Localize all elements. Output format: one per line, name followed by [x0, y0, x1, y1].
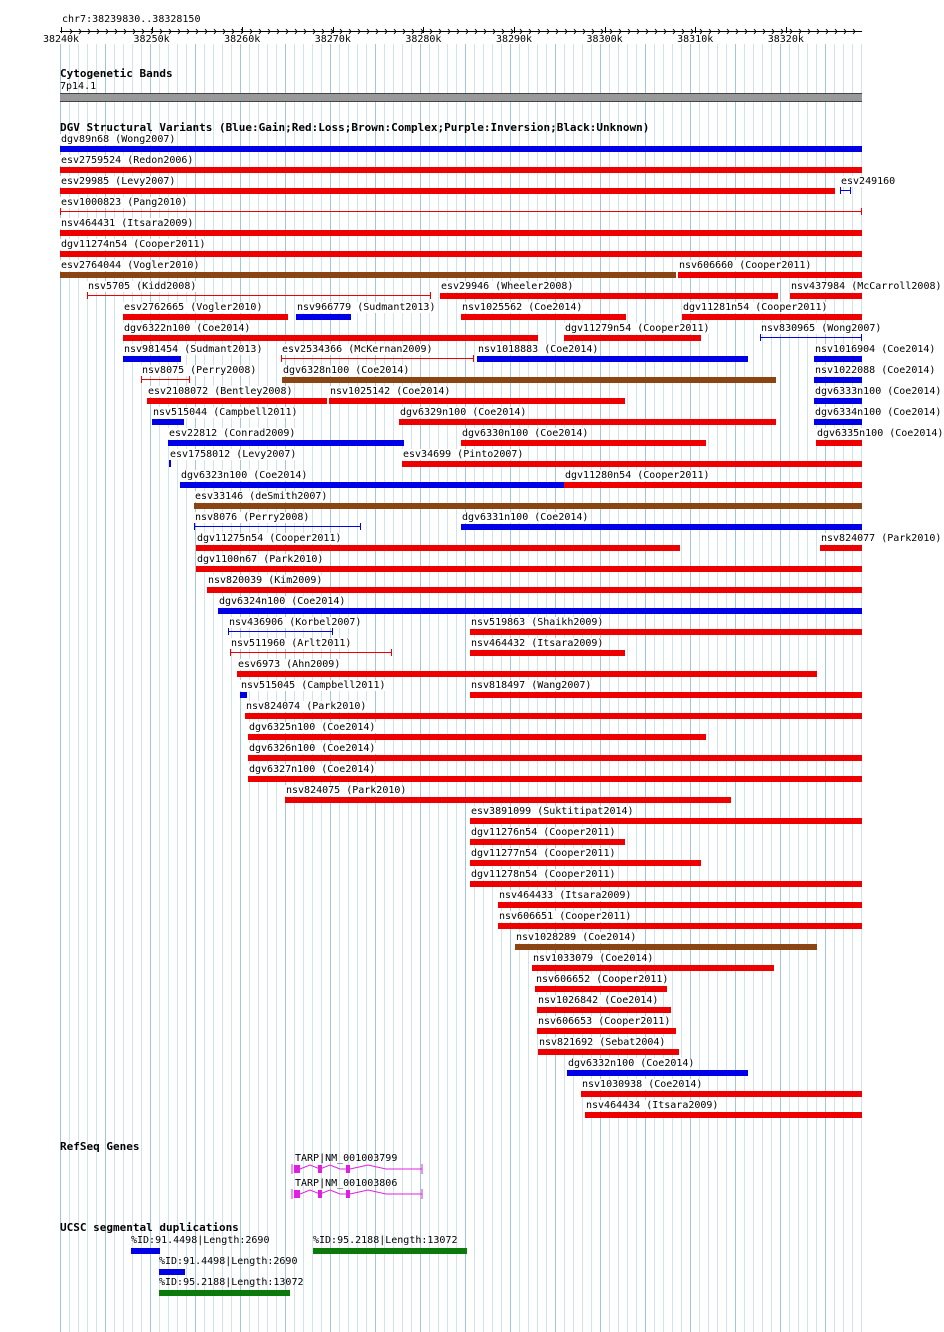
sv-feature-cap	[230, 649, 231, 656]
sv-feature-bar[interactable]	[123, 356, 181, 362]
sv-feature-line[interactable]	[194, 526, 361, 527]
sv-feature-bar[interactable]	[470, 650, 625, 656]
sv-label[interactable]: nsv1022088 (Coe2014)	[815, 365, 936, 376]
sv-label[interactable]: dgv11276n54 (Cooper2011)	[471, 827, 616, 838]
sv-label[interactable]: esv2762665 (Vogler2010)	[124, 302, 263, 313]
sv-feature-bar[interactable]	[470, 818, 862, 824]
sv-feature-bar[interactable]	[564, 335, 701, 341]
sv-feature-bar[interactable]	[402, 461, 862, 467]
segdup-bar[interactable]	[313, 1248, 467, 1254]
sv-feature-bar[interactable]	[581, 1091, 862, 1097]
sv-feature-bar[interactable]	[123, 335, 538, 341]
sv-feature-cap	[332, 628, 333, 635]
sv-feature-line[interactable]	[228, 631, 333, 632]
sv-label[interactable]: nsv464434 (Itsara2009)	[586, 1100, 719, 1111]
sv-feature-bar[interactable]	[207, 587, 862, 593]
sv-feature-bar[interactable]	[282, 377, 776, 383]
sv-feature-bar[interactable]	[537, 1007, 671, 1013]
sv-label[interactable]: dgv1100n67 (Park2010)	[197, 554, 324, 565]
sv-feature-cap	[170, 460, 171, 467]
sv-label[interactable]: dgv11279n54 (Cooper2011)	[565, 323, 710, 334]
sv-feature-bar[interactable]	[296, 314, 351, 320]
sv-label[interactable]: dgv6326n100 (Coe2014)	[249, 743, 376, 754]
cytoband-track-title: Cytogenetic Bands	[60, 67, 173, 80]
sv-label[interactable]: esv2534366 (McKernan2009)	[282, 344, 433, 355]
sv-label[interactable]: nsv824075 (Park2010)	[286, 785, 407, 796]
sv-label[interactable]: esv1758012 (Levy2007)	[170, 449, 297, 460]
sv-feature-bar[interactable]	[196, 566, 862, 572]
sv-feature-bar[interactable]	[196, 545, 680, 551]
sv-feature-line[interactable]	[141, 379, 190, 380]
sv-label[interactable]: dgv11277n54 (Cooper2011)	[471, 848, 616, 859]
sv-label[interactable]: dgv6335n100 (Coe2014)	[817, 428, 944, 439]
sv-label[interactable]: esv33146 (deSmith2007)	[195, 491, 328, 502]
gene-model[interactable]	[288, 1163, 428, 1175]
sv-feature-bar[interactable]	[814, 419, 862, 425]
sv-feature-bar[interactable]	[60, 230, 862, 236]
sv-feature-bar[interactable]	[678, 272, 862, 278]
sv-feature-bar[interactable]	[60, 272, 676, 278]
sv-feature-cap	[360, 523, 361, 530]
sv-label[interactable]: nsv464432 (Itsara2009)	[471, 638, 604, 649]
sv-label[interactable]: dgv11278n54 (Cooper2011)	[471, 869, 616, 880]
sv-label[interactable]: dgv11281n54 (Cooper2011)	[683, 302, 828, 313]
ruler-tick-label: 38250k	[133, 34, 170, 45]
sv-label[interactable]: dgv11275n54 (Cooper2011)	[197, 533, 342, 544]
sv-feature-bar[interactable]	[461, 314, 626, 320]
sv-label[interactable]: dgv11274n54 (Cooper2011)	[61, 239, 206, 250]
segdup-label: %ID:91.4498|Length:2690	[131, 1235, 270, 1246]
sv-label[interactable]: esv6973 (Ahn2009)	[238, 659, 341, 670]
sv-feature-bar[interactable]	[820, 545, 862, 551]
sv-feature-cap	[60, 208, 61, 215]
sv-feature-line[interactable]	[60, 211, 862, 212]
segdup-bar[interactable]	[159, 1269, 185, 1275]
sv-label[interactable]: nsv511960 (Arlt2011)	[231, 638, 352, 649]
sv-label[interactable]: dgv6328n100 (Coe2014)	[283, 365, 410, 376]
sv-feature-bar[interactable]	[814, 377, 862, 383]
sv-label[interactable]: esv2759524 (Redon2006)	[61, 155, 194, 166]
sv-feature-bar[interactable]	[440, 293, 778, 299]
sv-feature-cap	[228, 628, 229, 635]
sv-feature-bar[interactable]	[470, 629, 862, 635]
sv-label[interactable]: nsv436906 (Korbel2007)	[229, 617, 362, 628]
sv-feature-cap	[850, 187, 851, 194]
sv-feature-bar[interactable]	[194, 503, 862, 509]
ruler-tickmark	[786, 27, 787, 33]
ruler-tickmark	[514, 27, 515, 33]
sv-feature-cap	[760, 334, 761, 341]
ruler-tick-label: 38280k	[405, 34, 442, 45]
sv-label[interactable]: esv22812 (Conrad2009)	[169, 428, 296, 439]
sv-label[interactable]: nsv830965 (Wong2007)	[761, 323, 882, 334]
ruler-tickmark	[242, 27, 243, 33]
sv-feature-cap	[861, 334, 862, 341]
sv-feature-cap	[391, 649, 392, 656]
dgv-track-title: DGV Structural Variants (Blue:Gain;Red:Loss;Brown:Complex;Purple:Inversion;Black:Unknown)	[60, 121, 650, 134]
cytoband-bar[interactable]	[60, 93, 862, 102]
sv-feature-bar[interactable]	[248, 734, 706, 740]
sv-feature-bar[interactable]	[682, 314, 862, 320]
sv-label[interactable]: dgv89n68 (Wong2007)	[61, 134, 176, 145]
sv-feature-bar[interactable]	[168, 440, 404, 446]
sv-label[interactable]: dgv6327n100 (Coe2014)	[249, 764, 376, 775]
sv-label[interactable]: nsv437984 (McCarroll2008)	[791, 281, 942, 292]
segdup-bar[interactable]	[131, 1248, 160, 1254]
sv-label[interactable]: nsv824074 (Park2010)	[246, 701, 367, 712]
sv-feature-bar[interactable]	[60, 251, 862, 257]
sv-feature-bar[interactable]	[790, 293, 862, 299]
sv-label[interactable]: nsv464433 (Itsara2009)	[499, 890, 632, 901]
sv-feature-bar[interactable]	[537, 1028, 676, 1034]
sv-label[interactable]: dgv6331n100 (Coe2014)	[462, 512, 589, 523]
sv-feature-bar[interactable]	[816, 440, 862, 446]
gene-label[interactable]: TARP|NM_001003799	[295, 1153, 398, 1164]
sv-label[interactable]: esv34699 (Pinto2007)	[403, 449, 524, 460]
gene-model[interactable]	[288, 1188, 428, 1200]
sv-feature-bar[interactable]	[180, 482, 564, 488]
ruler-tick-label: 38290k	[495, 34, 533, 45]
sv-feature-line[interactable]	[87, 295, 431, 296]
ruler-tickmark	[423, 27, 424, 33]
sv-feature-cap	[87, 292, 88, 299]
ruler-tickmark	[152, 27, 153, 33]
sv-label[interactable]: nsv606651 (Cooper2011)	[499, 911, 632, 922]
sv-label[interactable]: dgv6322n100 (Coe2014)	[124, 323, 251, 334]
sv-label[interactable]: dgv6330n100 (Coe2014)	[462, 428, 589, 439]
sv-feature-bar[interactable]	[399, 419, 776, 425]
ruler-tick-label: 38240k	[42, 34, 80, 45]
sv-label[interactable]: dgv6332n100 (Coe2014)	[568, 1058, 695, 1069]
sv-label[interactable]: dgv6334n100 (Coe2014)	[815, 407, 942, 418]
sv-label[interactable]: dgv6329n100 (Coe2014)	[400, 407, 527, 418]
sv-label[interactable]: nsv606652 (Cooper2011)	[536, 974, 669, 985]
sv-label[interactable]: nsv966779 (Sudmant2013)	[297, 302, 436, 313]
sv-feature-bar[interactable]	[147, 398, 327, 404]
sv-feature-bar[interactable]	[60, 167, 862, 173]
sv-feature-bar[interactable]	[470, 860, 701, 866]
sv-label[interactable]: nsv1025562 (Coe2014)	[462, 302, 583, 313]
sv-feature-bar[interactable]	[60, 146, 862, 152]
sv-feature-bar[interactable]	[248, 755, 862, 761]
sv-feature-bar[interactable]	[535, 986, 667, 992]
position-label: chr7:38239830..38328150	[62, 14, 201, 25]
ruler-tick-label: 38270k	[314, 34, 351, 45]
gene-label[interactable]: TARP|NM_001003806	[295, 1178, 398, 1189]
sv-feature-bar[interactable]	[532, 965, 774, 971]
ruler-tickmark	[333, 27, 334, 33]
segdup-bar[interactable]	[159, 1290, 290, 1296]
sv-feature-bar[interactable]	[461, 524, 862, 530]
sv-label[interactable]: nsv1028289 (Coe2014)	[516, 932, 637, 943]
sv-feature-cap	[189, 376, 190, 383]
sv-feature-cap	[281, 355, 282, 362]
sv-label[interactable]: esv2108072 (Bentley2008)	[148, 386, 293, 397]
sv-label[interactable]: esv3891099 (Suktitipat2014)	[471, 806, 634, 817]
sv-feature-bar[interactable]	[498, 902, 862, 908]
sv-label[interactable]: nsv8076 (Perry2008)	[195, 512, 310, 523]
sv-label[interactable]: nsv519863 (Shaikh2009)	[471, 617, 604, 628]
sv-label[interactable]: esv29946 (Wheeler2008)	[441, 281, 574, 292]
ruler-tickmark	[695, 27, 696, 33]
sv-feature-bar[interactable]	[538, 1049, 679, 1055]
sv-feature-bar[interactable]	[470, 692, 862, 698]
sv-label[interactable]: esv249160	[841, 176, 896, 187]
ruler-tick-label: 38300k	[586, 34, 623, 45]
segdup-label: %ID:95.2188|Length:13072	[159, 1277, 304, 1288]
sv-label[interactable]: nsv1033079 (Coe2014)	[533, 953, 654, 964]
sv-feature-bar[interactable]	[498, 923, 862, 929]
sv-label[interactable]: nsv820039 (Kim2009)	[208, 575, 323, 586]
sv-feature-bar[interactable]	[240, 692, 247, 698]
sv-feature-cap	[430, 292, 431, 299]
sv-feature-cap	[194, 523, 195, 530]
refseq-track-title: RefSeq Genes	[60, 1140, 140, 1153]
ruler-tickmark	[61, 27, 62, 33]
sv-feature-bar[interactable]	[564, 482, 862, 488]
sv-label[interactable]: nsv1025142 (Coe2014)	[330, 386, 451, 397]
sv-feature-bar[interactable]	[515, 944, 817, 950]
sv-feature-line[interactable]	[281, 358, 474, 359]
sv-label[interactable]: nsv606660 (Cooper2011)	[679, 260, 812, 271]
segdup-label: %ID:91.4498|Length:2690	[159, 1256, 298, 1267]
sv-label[interactable]: esv2764044 (Vogler2010)	[61, 260, 200, 271]
sv-feature-cap	[141, 376, 142, 383]
sv-label[interactable]: nsv1018883 (Coe2014)	[478, 344, 599, 355]
sv-label[interactable]: dgv6333n100 (Coe2014)	[815, 386, 942, 397]
sv-label[interactable]: dgv6324n100 (Coe2014)	[219, 596, 346, 607]
ruler-tick-label: 38260k	[224, 34, 261, 45]
sv-feature-bar[interactable]	[461, 440, 706, 446]
sv-label[interactable]: nsv1030938 (Coe2014)	[582, 1079, 703, 1090]
sv-label[interactable]: nsv1016904 (Coe2014)	[815, 344, 936, 355]
sv-feature-cap	[473, 355, 474, 362]
sv-feature-bar[interactable]	[237, 671, 817, 677]
ruler-tickmark	[605, 27, 606, 33]
sv-label[interactable]: nsv515044 (Campbell2011)	[153, 407, 298, 418]
segdup-label: %ID:95.2188|Length:13072	[313, 1235, 458, 1246]
sv-label[interactable]: nsv981454 (Sudmant2013)	[124, 344, 263, 355]
sv-label[interactable]: nsv464431 (Itsara2009)	[61, 218, 194, 229]
sv-feature-bar[interactable]	[218, 608, 862, 614]
sv-label[interactable]: nsv821692 (Sebat2004)	[539, 1037, 666, 1048]
sv-feature-bar[interactable]	[814, 398, 862, 404]
sv-feature-bar[interactable]	[567, 1070, 748, 1076]
cytoband-name: 7p14.1	[60, 81, 97, 92]
sv-label[interactable]: nsv5705 (Kidd2008)	[88, 281, 197, 292]
sv-label[interactable]: dgv6323n100 (Coe2014)	[181, 470, 308, 481]
sv-label[interactable]: esv1000823 (Pang2010)	[61, 197, 188, 208]
ruler-tick-label: 38320k	[767, 34, 804, 45]
sv-label[interactable]: nsv8075 (Perry2008)	[142, 365, 257, 376]
sv-feature-bar[interactable]	[329, 398, 625, 404]
sv-label[interactable]: nsv824077 (Park2010)	[821, 533, 942, 544]
sv-label[interactable]: nsv606653 (Cooper2011)	[538, 1016, 671, 1027]
sv-feature-bar[interactable]	[245, 713, 862, 719]
sv-label[interactable]: dgv6325n100 (Coe2014)	[249, 722, 376, 733]
sv-feature-cap	[861, 208, 862, 215]
sv-feature-bar[interactable]	[152, 419, 184, 425]
sv-feature-bar[interactable]	[248, 776, 862, 782]
sv-feature-bar[interactable]	[123, 314, 288, 320]
sv-feature-cap	[840, 187, 841, 194]
sv-label[interactable]: dgv11280n54 (Cooper2011)	[565, 470, 710, 481]
sv-label[interactable]: nsv515045 (Campbell2011)	[241, 680, 386, 691]
sv-feature-bar[interactable]	[585, 1112, 862, 1118]
sv-feature-bar[interactable]	[814, 356, 862, 362]
sv-feature-bar[interactable]	[477, 356, 748, 362]
sv-feature-bar[interactable]	[470, 839, 625, 845]
sv-feature-bar[interactable]	[285, 797, 731, 803]
sv-label[interactable]: nsv818497 (Wang2007)	[471, 680, 592, 691]
sv-feature-line[interactable]	[760, 337, 862, 338]
segdup-track-title: UCSC segmental duplications	[60, 1221, 239, 1234]
ruler-tick-label: 38310k	[677, 34, 714, 45]
sv-label[interactable]: nsv1026842 (Coe2014)	[538, 995, 659, 1006]
sv-feature-bar[interactable]	[470, 881, 862, 887]
sv-feature-line[interactable]	[230, 652, 392, 653]
sv-feature-bar[interactable]	[60, 188, 835, 194]
sv-label[interactable]: esv29985 (Levy2007)	[61, 176, 176, 187]
